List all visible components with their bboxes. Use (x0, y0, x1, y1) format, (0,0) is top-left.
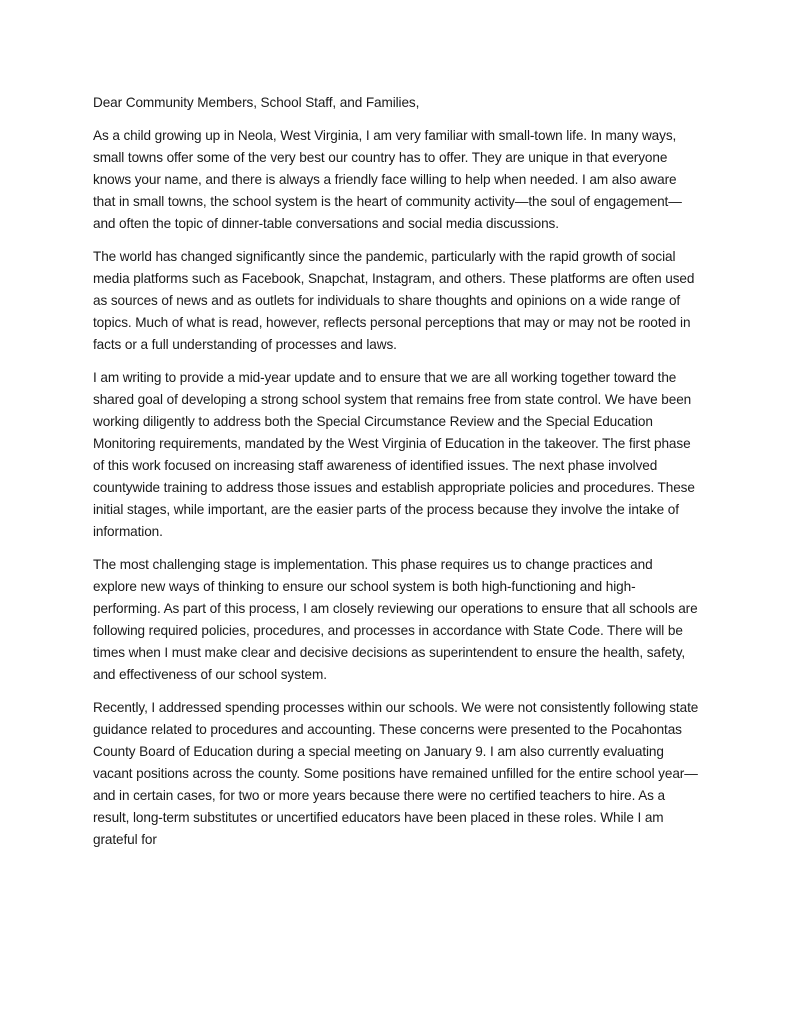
paragraph-upbringing: As a child growing up in Neola, West Virginia, I am very familiar with small-town life. In many ways, small towns offer some of the very best our country has to offer. They are unique in that everyone knows your name, and there is always a friendly face willing to help when needed. I am also aware that in small towns, the school system is the heart of community activity—the soul of engagement—and often the topic of dinner-table conversations and social media discussions. (93, 128, 682, 231)
letter-body (93, 92, 699, 862)
paragraph-mid-year-update: I am writing to provide a mid-year update and to ensure that we are all working together toward the shared goal of developing a strong school system that remains free from state control. We have been working diligently to address both the Special Circumstance Review and the Special Education Monitoring requirements, mandated by the West Virginia of Education in the takeover. The first phase of this work focused on increasing staff awareness of identified issues. The next phase involved countywide training to address those issues and establish appropriate policies and procedures. These initial stages, while important, are the easier parts of the process because they involve the intake of information. (93, 370, 695, 539)
paragraph-social-media: The world has changed significantly since the pandemic, particularly with the rapid growth of social media platforms such as Facebook, Snapchat, Instagram, and others. These platforms are often used as sources of news and as outlets for individuals to share thoughts and opinions on a wide range of topics. Much of what is read, however, reflects personal perceptions that may or may not be rooted in facts or a full understanding of processes and laws. (93, 249, 695, 352)
letter-salutation: Dear Community Members, School Staff, and Families, (93, 95, 420, 110)
paragraph-spending-and-vacancies: Recently, I addressed spending processes within our schools. We were not consistently following state guidance related to procedures and accounting. These concerns were presented to the Pocahontas County Board of Education during a special meeting on January 9. I am also currently evaluating vacant positions across the county. Some positions have remained unfilled for the entire school year—and in certain cases, for two or more years because there were no certified teachers to hire. As a result, long-term substitutes or uncertified educators have been placed in these roles. While I am grateful for (93, 700, 699, 847)
paragraph-implementation: The most challenging stage is implementation. This phase requires us to change practices and explore new ways of thinking to ensure our school system is both high-functioning and high-performing. As part of this process, I am closely reviewing our operations to ensure that all schools are following required policies, procedures, and processes in accordance with State Code. There will be times when I must make clear and decisive decisions as superintendent to ensure the health, safety, and effectiveness of our school system. (93, 557, 698, 682)
